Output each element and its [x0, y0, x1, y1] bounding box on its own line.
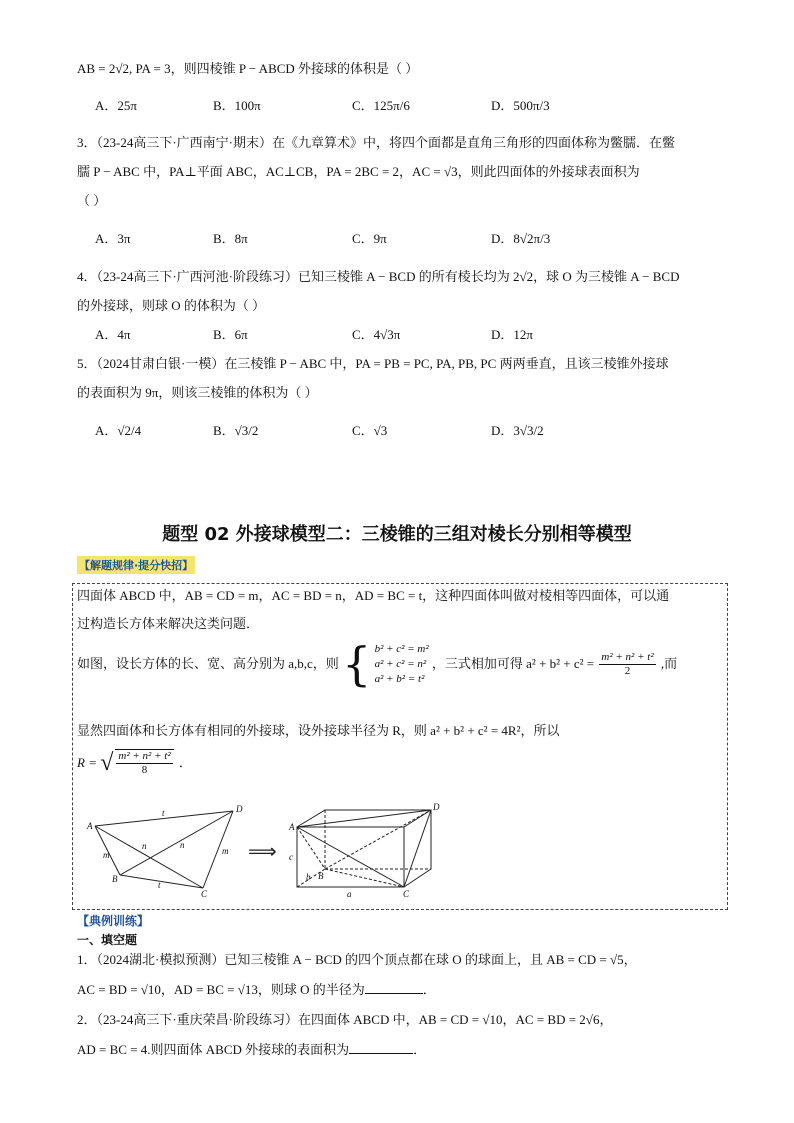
tip-line-3-mid: ，三式相加可得 a² + b² + c² = — [431, 656, 595, 671]
diag-ac — [297, 827, 404, 887]
section-title: 题型 02 外接球模型二：三棱锥的三组对棱长分别相等模型 — [162, 524, 632, 545]
q2-option-d[interactable]: D．500π/3 — [491, 98, 550, 113]
tip-tag: 【解题规律·提分快招】 — [77, 556, 195, 574]
q4-option-d[interactable]: D．12π — [491, 327, 533, 342]
q5-option-b[interactable]: B．√3/2 — [213, 423, 259, 438]
diag-ab — [297, 827, 325, 869]
box-label-d: D — [433, 802, 440, 812]
e2-line-2 — [77, 1041, 426, 1059]
q4-line-2: 的外接球，则球 O 的体积为（ ） — [77, 298, 266, 313]
edge-bc — [120, 875, 203, 888]
brace-glyph: { — [342, 637, 372, 691]
box-label-c: C — [403, 889, 410, 899]
example-heading: 【典例训练】 — [77, 914, 150, 928]
q3-line-3: （ ） — [77, 193, 107, 208]
figure — [85, 800, 455, 900]
q5-option-c[interactable]: C．√3 — [352, 423, 388, 438]
equation-1: b² + c² = m² — [374, 642, 429, 655]
implies-arrow: ⟹ — [248, 839, 277, 863]
sum-fraction-den: 2 — [624, 664, 631, 677]
q2-stem-tail: AB = 2√2, PA = 3，则四棱锥 P − ABCD 外接球的体积是（ ） — [77, 61, 419, 76]
box-label-c-edge: c — [289, 852, 293, 862]
tet-label-t-bottom: t — [158, 880, 161, 890]
tet-label-n-2: n — [180, 840, 185, 850]
fill-in-heading: 一、填空题 — [77, 933, 138, 947]
q3-option-d[interactable]: D．8√2π/3 — [491, 231, 551, 246]
equation-3: a² + b² = t² — [374, 672, 425, 685]
radius-fraction-den: 8 — [141, 764, 148, 776]
tet-label-m-left: m — [103, 850, 110, 860]
tip-line-2: 过构造长方体来解决这类问题． — [77, 616, 260, 631]
sum-fraction-num: m² + n² + t² — [601, 650, 654, 663]
q3-option-a[interactable]: A．3π — [95, 231, 131, 246]
radical-sign: √ — [100, 750, 114, 776]
sum-fraction — [599, 651, 655, 678]
e1-line-2 — [77, 981, 436, 999]
e1-line-2-end: ． — [422, 982, 436, 997]
tet-label-d: D — [236, 804, 243, 814]
tet-label-m-right: m — [222, 846, 229, 856]
box-label-b: B — [318, 871, 324, 881]
tip-line-5 — [77, 749, 192, 777]
q3-line-2: 臑 P − ABC 中，PA⊥平面 ABC，AC⊥CB，PA = 2BC = 2，AC = √3，则此四面体的外接球表面积为 — [77, 164, 640, 179]
box-label-a-edge: a — [347, 889, 352, 899]
equation-system — [375, 642, 429, 687]
edge-bd — [120, 811, 233, 875]
tet-label-n-1: n — [142, 841, 147, 851]
tip-line-5-tail: ． — [178, 755, 192, 770]
box-label-b-edge: b — [306, 872, 311, 882]
tet-label-t-top: t — [162, 808, 165, 818]
edge-cd — [203, 811, 233, 888]
e1-line-1: 1．（2024湖北·模拟预测）已知三棱锥 A − BCD 的四个顶点都在球 O 的球面上，且 AB = CD = √5， — [77, 952, 637, 967]
tip-line-3 — [77, 637, 678, 691]
q3-option-b[interactable]: B．8π — [213, 231, 248, 246]
q4-option-c[interactable]: C．4√3π — [352, 327, 401, 342]
q2-option-c[interactable]: C．125π/6 — [352, 98, 410, 113]
tet-label-b: B — [112, 874, 118, 884]
q3-line-1: 3．（23-24高三下·广西南宁·期末）在《九章算术》中，将四个面都是直角三角形的四面体称为鳖臑．在鳖 — [77, 135, 675, 150]
diag-cd — [404, 810, 431, 887]
q5-line-2: 的表面积为 9π，则该三棱锥的体积为（ ） — [77, 385, 318, 400]
e1-line-2-text: AC = BD = √10，AD = BC = √13，则球 O 的半径为 — [77, 982, 365, 997]
diag-bd — [325, 810, 431, 869]
e2-line-2-end: ． — [413, 1042, 427, 1057]
e2-line-2-text: AD = BC = 4.则四面体 ABCD 外接球的表面积为 — [77, 1042, 350, 1057]
e1-answer-blank[interactable] — [365, 981, 423, 994]
equation-2: a² + c² = n² — [374, 657, 427, 670]
q3-option-c[interactable]: C．9π — [352, 231, 387, 246]
diag-bc — [325, 869, 404, 887]
tet-label-a: A — [87, 821, 93, 831]
tip-line-4: 显然四面体和长方体有相同的外接球，设外接球半径为 R，则 a² + b² + c² = 4R²，所以 — [77, 723, 560, 738]
box-label-a: A — [289, 822, 295, 832]
q2-option-a[interactable]: A．25π — [95, 98, 137, 113]
tip-line-3-tail: ,而 — [660, 656, 678, 671]
e2-line-1: 2．（23-24高三下·重庆荣昌·阶段练习）在四面体 ABCD 中，AB = CD = √10，AC = BD = 2√6， — [77, 1012, 613, 1027]
q5-option-a[interactable]: A．√2/4 — [95, 423, 142, 438]
q5-line-1: 5．（2024甘肃白银·一模）在三棱锥 P − ABC 中，PA = PB = PC, PA, PB, PC 两两垂直，且该三棱锥外接球 — [77, 356, 669, 371]
q5-option-d[interactable]: D．3√3/2 — [491, 423, 544, 438]
tip-line-5-lead: R = — [77, 755, 97, 770]
diag-ad — [297, 810, 431, 827]
tet-label-c: C — [201, 889, 208, 899]
q4-line-1: 4．（23-24高三下·广西河池·阶段练习）已知三棱锥 A − BCD 的所有棱长均为 2√2，球 O 为三棱锥 A − BCD — [77, 269, 680, 284]
q4-option-a[interactable]: A．4π — [95, 327, 131, 342]
radius-fraction-num: m² + n² + t² — [118, 750, 171, 762]
radius-fraction — [115, 749, 173, 777]
q2-option-b[interactable]: B．100π — [213, 98, 261, 113]
e2-answer-blank[interactable] — [349, 1041, 413, 1054]
q4-option-b[interactable]: B．6π — [213, 327, 248, 342]
tip-line-3-lead: 如图，设长方体的长、宽、高分别为 a,b,c，则 — [77, 656, 339, 671]
tip-line-1: 四面体 ABCD 中，AB = CD = m，AC = BD = n，AD = BC = t，这种四面体叫做对棱相等四面体，可以通 — [77, 588, 670, 603]
